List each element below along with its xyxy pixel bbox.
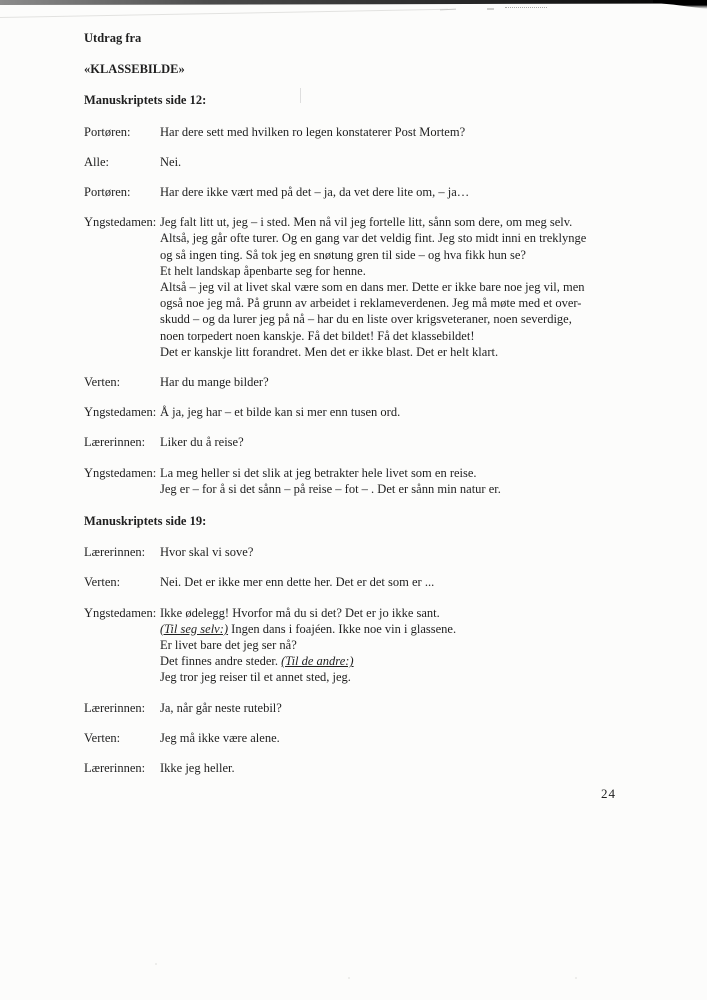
dialogue-text: Jeg må ikke være alene.: [160, 730, 280, 745]
speaker-label: Lærerinnen:: [84, 700, 146, 715]
dialogue-line: [160, 184, 664, 200]
pencil-smudge: [487, 8, 494, 10]
dialogue-lines: [160, 605, 664, 686]
dialogue-text: skudd – og da lurer jeg på nå – har du en liste over krigsveteraner, noen severdige,: [160, 312, 572, 327]
dialogue-row: [84, 760, 664, 776]
stage-direction: (Til de andre:): [281, 654, 354, 669]
dialogue-lines: [160, 214, 664, 360]
dialogue-lines: [160, 374, 664, 390]
scan-corner-shadow: [653, 0, 707, 9]
paper-speck: [348, 977, 350, 979]
dialogue-text: Det finnes andre steder.: [160, 654, 282, 669]
paper-crease-line: [0, 9, 448, 18]
dialogue-lines: [160, 574, 664, 590]
speaker-label: Yngstedamen:: [84, 465, 157, 480]
dialogue-line: [160, 544, 664, 560]
dialogue-lines: [160, 154, 664, 170]
dialogue-row: [84, 730, 664, 746]
dialogue-text: Nei. Det er ikke mer enn dette her. Det er det som er ...: [160, 575, 435, 590]
speaker-label: Lærerinnen:: [84, 545, 146, 560]
dialogue-text: Nei.: [160, 154, 182, 169]
stage-direction: (Til seg selv:): [160, 621, 229, 636]
dialogue-row: [84, 544, 664, 560]
speaker-label: Yngstedamen:: [84, 405, 157, 420]
dialogue-text: La meg heller si det slik at jeg betrakter hele livet som en reise.: [160, 465, 477, 480]
scan-edge-shadow: [0, 0, 707, 5]
extract-label: Utdrag fra: [84, 31, 142, 45]
dialogue-text: noen torpedert noen kanskje. Få det bildet! Få det klassebildet!: [160, 328, 475, 343]
dialogue-row: [84, 574, 664, 590]
speaker-label: Yngstedamen:: [84, 215, 157, 230]
dialogue-text: Altså, jeg går ofte turer. Og en gang var det veldig fint. Jeg sto midt inni en treklynge: [160, 231, 587, 246]
dialogue-text: Et helt landskap åpenbarte seg for henne.: [160, 263, 366, 278]
document-content: [84, 30, 664, 790]
dialogue-line: [160, 465, 664, 481]
dialogue-line: [160, 434, 664, 450]
dialogue-text: Ikke ødelegg! Hvorfor må du si det? Det er jo ikke sant.: [160, 605, 440, 620]
dialogue-line: [160, 700, 664, 716]
speaker-label: Verten:: [84, 375, 121, 390]
dialogue-line: [160, 154, 664, 170]
dialogue-line: [160, 653, 664, 669]
pencil-smudge: [505, 7, 547, 8]
dialogue-line: [160, 730, 664, 746]
dialogue-row: [84, 605, 664, 686]
dialogue-line: [160, 669, 664, 685]
dialogue-line: [160, 279, 664, 295]
dialogue-row: [84, 404, 664, 420]
dialogue-text: Jeg falt litt ut, jeg – i sted. Men nå vil jeg fortelle litt, sånn som dere, om meg selv.: [160, 215, 573, 230]
paper-speck: [155, 963, 157, 965]
dialogue-text: Jeg er – for å si det sånn – på reise – fot – . Det er sånn min natur er.: [160, 481, 501, 496]
dialogue-text: Jeg tror jeg reiser til et annet sted, jeg.: [160, 670, 351, 685]
dialogue-lines: [160, 434, 664, 450]
dialogue-row: [84, 434, 664, 450]
script-sections: [84, 92, 664, 776]
dialogue-text: og så ingen ting. Så tok jeg en snøtung gren til side – og hva fikk hun se?: [160, 247, 526, 262]
dialogue-text: Å ja, jeg har – et bilde kan si mer enn tusen ord.: [160, 405, 401, 420]
dialogue-line: [160, 214, 664, 230]
dialogue-line: [160, 404, 664, 420]
dialogue-line: [160, 124, 664, 140]
pencil-smudge: [440, 9, 456, 11]
dialogue-lines: [160, 544, 664, 560]
dialogue-text: Er livet bare det jeg ser nå?: [160, 638, 297, 653]
dialogue-line: [160, 295, 664, 311]
dialogue-line: [160, 247, 664, 263]
dialogue-lines: [160, 184, 664, 200]
dialogue-text: Liker du å reise?: [160, 435, 244, 450]
speaker-label: Verten:: [84, 575, 121, 590]
dialogue-line: [160, 263, 664, 279]
dialogue-text: Ja, når går neste rutebil?: [160, 700, 282, 715]
dialogue-line: [160, 311, 664, 327]
speaker-label: Lærerinnen:: [84, 761, 146, 776]
speaker-label: Portøren:: [84, 185, 131, 200]
dialogue-text: også noe jeg må. På grunn av arbeidet i reklameverdenen. Jeg må møte med et over-: [160, 296, 582, 311]
dialogue-row: [84, 124, 664, 140]
dialogue-text: Har du mange bilder?: [160, 375, 269, 390]
speaker-label: Lærerinnen:: [84, 435, 146, 450]
speaker-label: Yngstedamen:: [84, 605, 157, 620]
document-title: «KLASSEBILDE»: [84, 62, 185, 77]
dialogue-lines: [160, 124, 664, 140]
dialogue-line: [160, 637, 664, 653]
dialogue-line: [160, 328, 664, 344]
section-heading: Manuskriptets side 12:: [84, 93, 207, 108]
dialogue-row: [84, 465, 664, 497]
speaker-label: Portøren:: [84, 124, 131, 139]
dialogue-lines: [160, 760, 664, 776]
dialogue-line: [160, 621, 664, 637]
dialogue-lines: [160, 404, 664, 420]
dialogue-line: [160, 574, 664, 590]
dialogue-row: [84, 214, 664, 360]
dialogue-text: Har dere ikke vært med på det – ja, da vet dere lite om, – ja…: [160, 185, 470, 200]
dialogue-text: Har dere sett med hvilken ro legen konstaterer Post Mortem?: [160, 124, 466, 139]
dialogue-line: [160, 374, 664, 390]
dialogue-text: Hvor skal vi sove?: [160, 545, 254, 560]
dialogue-line: [160, 760, 664, 776]
speaker-label: Alle:: [84, 154, 109, 169]
dialogue-line: [160, 344, 664, 360]
dialogue-line: [160, 605, 664, 621]
paper-speck: [575, 977, 577, 979]
dialogue-row: [84, 700, 664, 716]
dialogue-lines: [160, 465, 664, 497]
dialogue-text: Altså – jeg vil at livet skal være som en dans mer. Dette er ikke bare noe jeg vil, men: [160, 280, 585, 295]
dialogue-row: [84, 184, 664, 200]
dialogue-lines: [160, 730, 664, 746]
dialogue-line: [160, 481, 664, 497]
dialogue-row: [84, 374, 664, 390]
dialogue-line: [160, 230, 664, 246]
dialogue-text: Det er kanskje litt forandret. Men det er ikke blast. Det er helt klart.: [160, 344, 499, 359]
section-heading: Manuskriptets side 19:: [84, 514, 207, 529]
page-number: 24: [601, 786, 616, 801]
dialogue-row: [84, 154, 664, 170]
dialogue-lines: [160, 700, 664, 716]
dialogue-text: Ingen dans i foajéen. Ikke noe vin i glassene.: [228, 621, 457, 636]
dialogue-text: Ikke jeg heller.: [160, 761, 235, 776]
speaker-label: Verten:: [84, 730, 121, 745]
